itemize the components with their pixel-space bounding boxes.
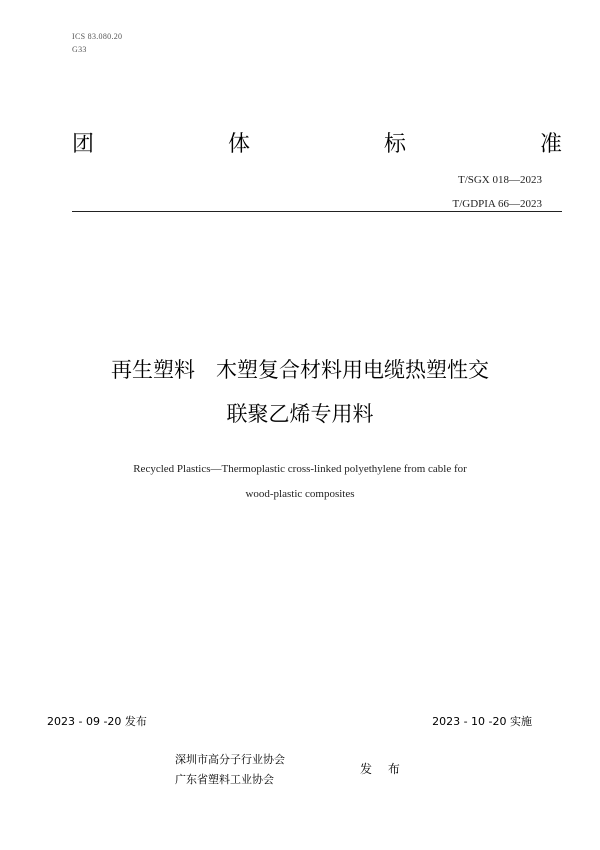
classification-codes (72, 30, 122, 56)
english-title (80, 457, 520, 507)
publisher-name: 广东省塑料工业协会 (175, 773, 274, 786)
standard-type-char: 体 (227, 131, 250, 157)
publisher-list (175, 750, 285, 790)
publisher-name: 深圳市高分子行业协会 (175, 753, 285, 766)
chinese-title-line: 联聚乙烯专用料 (226, 402, 374, 426)
standard-type-char: 标 (383, 131, 406, 157)
issue-date: 2023 - 09 -20 发布 (47, 715, 147, 728)
standard-number: T/GDPIA 66—2023 (452, 198, 542, 210)
standard-type-char: 团 (72, 131, 95, 157)
ccs-code: G33 (72, 45, 87, 54)
publish-label: 发 布 (360, 762, 406, 776)
implementation-date: 2023 - 10 -20 实施 (432, 715, 532, 728)
standard-numbers (452, 168, 542, 216)
standard-type-heading (72, 126, 562, 158)
english-title-line: wood-plastic composites (245, 488, 355, 500)
standard-type-char: 准 (539, 131, 562, 157)
ics-code: ICS 83.080.20 (72, 32, 123, 41)
standard-number: T/SGX 018—2023 (457, 174, 542, 186)
chinese-title (0, 348, 600, 436)
chinese-title-line: 再生塑料 木塑复合材料用电缆热塑性交 (111, 358, 489, 382)
header-divider (72, 211, 562, 212)
english-title-line: Recycled Plastics—Thermoplastic cross-linked polyethylene from cable for (133, 463, 467, 475)
